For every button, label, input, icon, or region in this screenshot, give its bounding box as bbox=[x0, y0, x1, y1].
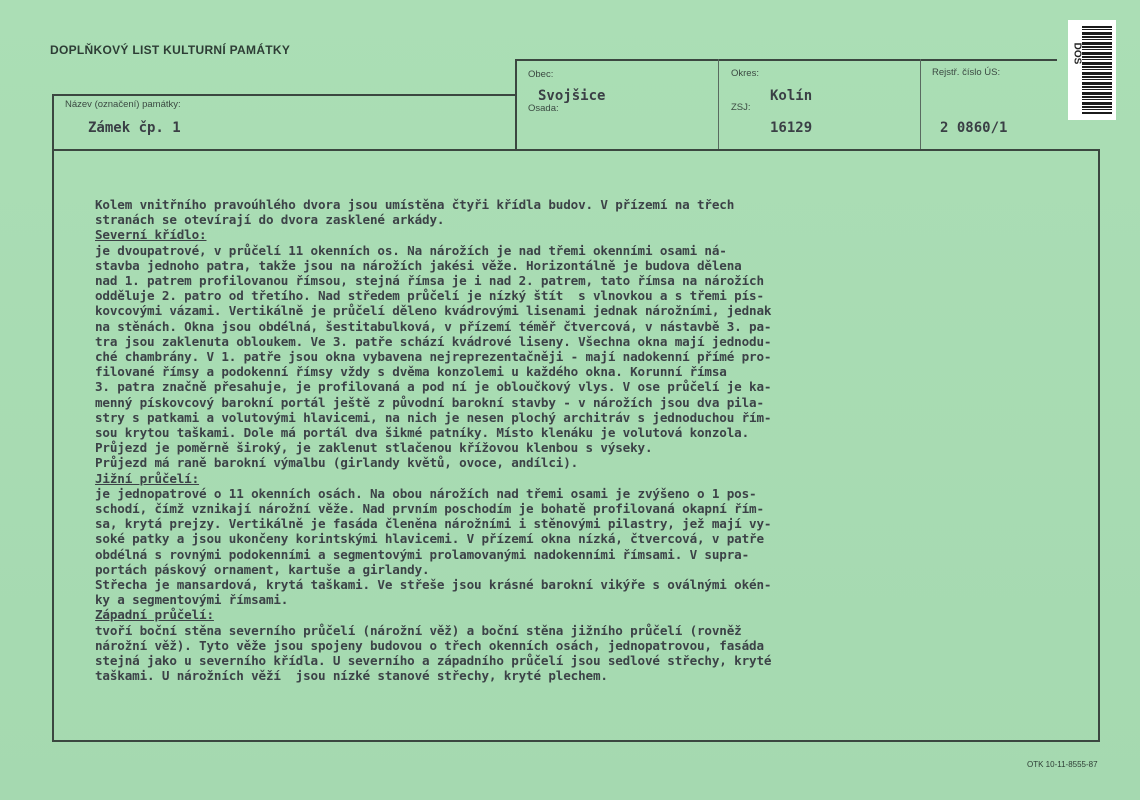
text-line: soké patky a jsou ukončeny korintskými hlavicemi. V přízemí okna nízká, čtvercová, v patře bbox=[95, 531, 764, 547]
name-box-top-line bbox=[52, 94, 517, 96]
section-heading: Severní křídlo: bbox=[95, 227, 207, 243]
nazev-value: Zámek čp. 1 bbox=[88, 120, 181, 136]
text-line: nárožní věž). Tyto věže jsou spojeny budovou o třech okenních osách, jednopatrovou, fasáda bbox=[95, 637, 764, 653]
text-line: na stěnách. Okna jsou obdélná, šestitabulková, v přízemí téměř čtvercová, v nástavbě 3. pa- bbox=[95, 318, 772, 334]
footer-code: OTK 10-11-8555-87 bbox=[1027, 760, 1098, 769]
section-heading: Západní průčelí: bbox=[95, 607, 214, 623]
text-line: Kolem vnitřního pravoúhlého dvora jsou umístěna čtyři křídla budov. V přízemí na třech bbox=[95, 197, 735, 212]
text-line: sou krytou taškami. Dole má portál dva šikmé patníky. Místo klenáku je volutová konzola. bbox=[95, 425, 750, 441]
okres-box-left-line bbox=[718, 59, 719, 150]
zsj-value: 16129 bbox=[770, 120, 813, 136]
barcode-label bbox=[1068, 20, 1116, 120]
okres-label: Okres: bbox=[731, 68, 759, 79]
text-line: 3. patra značně přesahuje, je profilovaná a pod ní je obloučkový vlys. V ose průčelí je ka- bbox=[95, 379, 772, 395]
text-line: menný pískovcový barokní portál ještě z původní barokní stavby - v nárožích jsou dva pila- bbox=[95, 394, 764, 410]
text-line: taškami. U nárožních věží jsou nízké stanové střechy, kryté plechem. bbox=[95, 668, 608, 684]
text-line: stranách se otevírají do dvora zasklené arkády. bbox=[95, 212, 445, 228]
content-right-line bbox=[1098, 149, 1100, 741]
description-text bbox=[95, 197, 995, 684]
text-line: Průjezd je poměrně široký, je zaklenut stlačenou křížovou klenbou s výseky. bbox=[95, 440, 653, 456]
text-line: stry s patkami a volutovými hlavicemi, na nich je nesen plochý architráv s jednoduchou řím- bbox=[95, 409, 772, 425]
text-line: stavba jednoho patra, takže jsou na nárožích jakési věže. Horizontálně je budova dělena bbox=[95, 257, 742, 273]
zsj-label: ZSJ: bbox=[731, 102, 751, 113]
text-line: Střecha je mansardová, krytá taškami. Ve střeše jsou krásné barokní vikýře s oválnými okén- bbox=[95, 577, 772, 593]
rejstr-box-left-line bbox=[920, 59, 921, 150]
text-line: nad 1. patrem profilovanou římsou, stejná římsa je i nad 2. patrem, tato římsa na nárožích bbox=[95, 273, 764, 289]
text-line: tvoří boční stěna severního průčelí (nárožní věž) a boční stěna jižního průčelí (rovněž bbox=[95, 622, 742, 638]
content-left-line bbox=[52, 149, 54, 741]
obec-box-left-line bbox=[515, 59, 517, 150]
barcode-code: DOS bbox=[1071, 42, 1083, 65]
obec-value: Svojšice bbox=[538, 88, 606, 104]
barcode-bars bbox=[1082, 26, 1112, 114]
header-top-line bbox=[515, 59, 1057, 61]
text-line: kovcovými vázami. Vertikálně je průčelí děleno kvádrovými lisenami jednak nárožními, jednak bbox=[95, 303, 772, 319]
obec-label: Obec: bbox=[528, 69, 554, 80]
text-line: odděluje 2. patro od třetího. Nad středem průčelí je nízký štít s vlnovkou a s třemi pís- bbox=[95, 288, 764, 304]
text-line: portách páskový ornament, kartuše a girlandy. bbox=[95, 561, 430, 577]
form-title: DOPLŇKOVÝ LIST KULTURNÍ PAMÁTKY bbox=[50, 43, 291, 57]
text-line: stejná jako u severního křídla. U severního a západního průčelí jsou sedlové střechy, kryté bbox=[95, 653, 772, 669]
text-line: ky a segmentovými římsami. bbox=[95, 592, 289, 608]
text-line: tra jsou zaklenuta obloukem. Ve 3. patře schází kvádrové liseny. Všechna okna mají jednodu- bbox=[95, 333, 772, 349]
content-bottom-line bbox=[52, 740, 1100, 742]
text-line: Průjezd má raně barokní výmalbu (girlandy květů, ovoce, andílci). bbox=[95, 455, 579, 471]
text-line: je jednopatrové o 11 okenních osách. Na obou nárožích nad třemi osami je zvýšeno o 1 pos- bbox=[95, 485, 757, 501]
section-heading: Jižní průčelí: bbox=[95, 470, 200, 486]
text-line: schodí, čímž vznikají nárožní věže. Nad prvním poschodím je bohatě profilovaná okapní řím- bbox=[95, 501, 764, 517]
rejstr-value: 2 0860/1 bbox=[940, 120, 1008, 136]
header-bottom-line bbox=[52, 149, 1100, 151]
text-line: ché chambrány. V 1. patře jsou okna vybavena nejreprezentačněji - mají nadokenní přímé pro- bbox=[95, 349, 772, 365]
text-line: obdélná s rovnými podokenními a segmentovými prolamovanými nadokenními římsami. V supra- bbox=[95, 546, 750, 562]
nazev-label: Název (označení) památky: bbox=[65, 99, 181, 110]
okres-value: Kolín bbox=[770, 88, 813, 104]
name-box-left-line bbox=[52, 94, 54, 150]
text-line: filované římsy a podokenní římsy vždy s dvěma konzolemi u každého okna. Korunní římsa bbox=[95, 364, 727, 380]
rejstr-label: Rejstř. číslo ÚS: bbox=[932, 67, 1001, 78]
osada-label: Osada: bbox=[528, 103, 559, 114]
text-line: je dvoupatrové, v průčelí 11 okenních os. Na nárožích je nad třemi okenními osami ná- bbox=[95, 242, 727, 258]
text-line: sa, krytá prejzy. Vertikálně je fasáda členěna nárožními i stěnovými pilastry, jež mají vy- bbox=[95, 516, 772, 532]
